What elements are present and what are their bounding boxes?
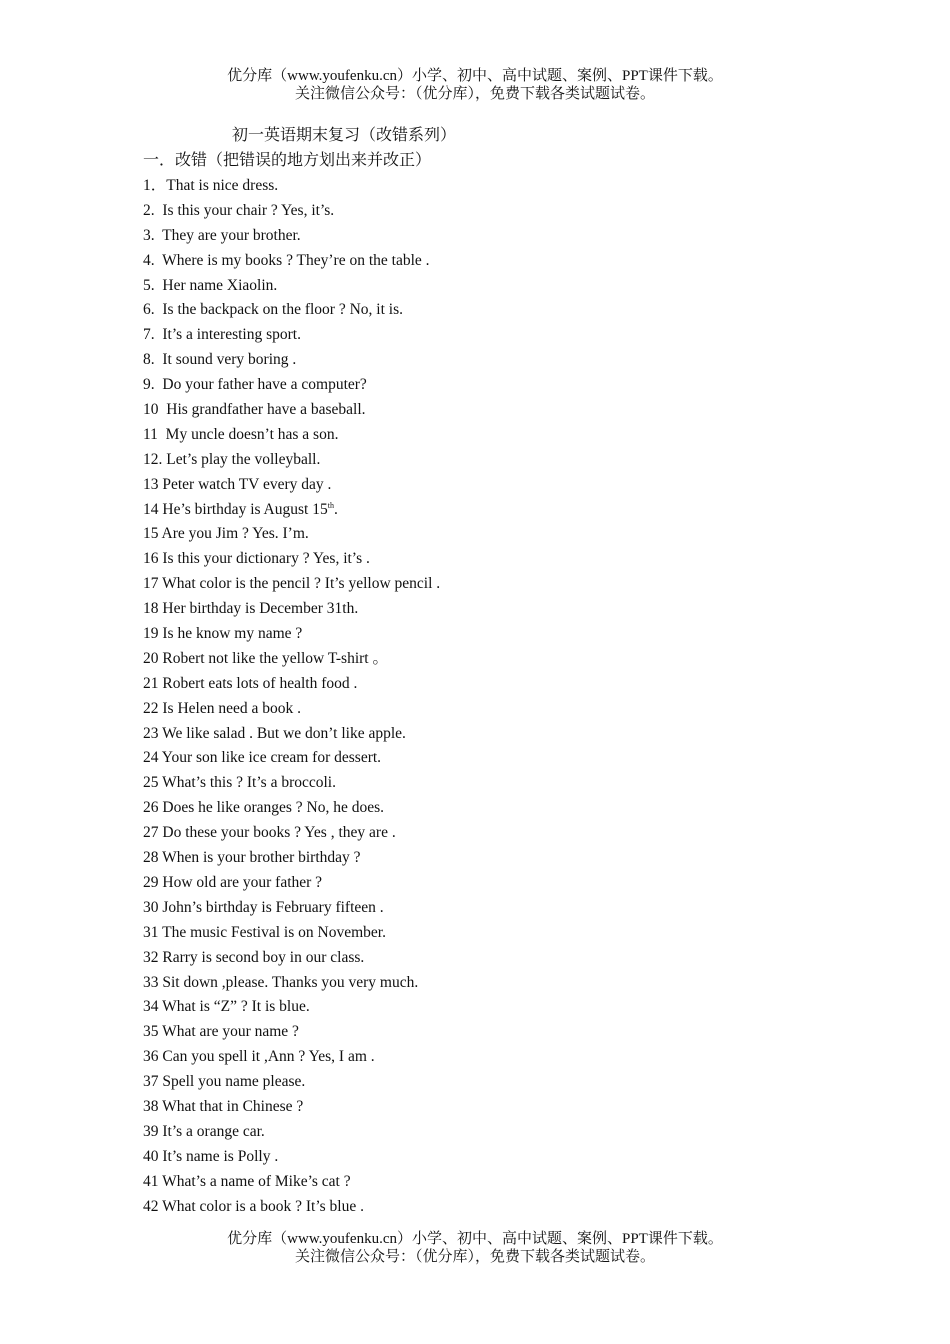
exercise-item: 35 What are your name ?	[143, 1023, 299, 1041]
page-footer	[0, 1230, 950, 1266]
exercise-item: 1．That is nice dress.	[143, 177, 279, 194]
exercise-item: 31 The music Festival is on November.	[143, 923, 386, 941]
exercise-item: 5. Her name Xiaolin.	[143, 276, 278, 294]
exercise-item: 23 We like salad . But we don’t like apple.	[143, 724, 406, 742]
header-line-1: 优分库（www.youfenku.cn）小学、初中、高中试题、案例、PPT课件下载。	[227, 68, 723, 84]
footer-line-1: 优分库（www.youfenku.cn）小学、初中、高中试题、案例、PPT课件下载。	[227, 1231, 723, 1247]
exercise-item: 25 What’s this ? It’s a broccoli.	[143, 774, 336, 792]
exercise-item: 22 Is Helen need a book .	[143, 699, 301, 717]
exercise-item: 24 Your son like ice cream for dessert.	[143, 749, 382, 767]
exercise-item: 2. Is this your chair ? Yes, it’s.	[143, 201, 335, 219]
exercise-item: 38 What that in Chinese ?	[143, 1097, 304, 1115]
exercise-item: 7. It’s a interesting sport.	[143, 326, 301, 344]
footer-line-2: 关注微信公众号：（优分库），免费下载各类试题试卷。	[294, 1249, 655, 1265]
ordinal-suffix: th	[327, 500, 334, 510]
exercise-item: 34 What is “Z” ? It is blue.	[143, 998, 310, 1016]
exercise-item: 19 Is he know my name ?	[143, 625, 303, 643]
exercise-item: 39 It’s a orange car.	[143, 1122, 265, 1140]
exercise-item: 26 Does he like oranges ? No, he does.	[143, 799, 385, 817]
exercise-list	[143, 176, 440, 1221]
exercise-item: 12. Let’s play the volleyball.	[143, 450, 321, 468]
exercise-item-end: .	[333, 500, 338, 518]
exercise-item: 42 What color is a book ? It’s blue .	[143, 1197, 364, 1215]
exercise-item: 20 Robert not like the yellow T-shirt 。	[143, 649, 388, 667]
exercise-item: 28 When is your brother birthday ?	[143, 849, 361, 867]
exercise-item: 21 Robert eats lots of health food .	[143, 674, 358, 692]
exercise-item: 33 Sit down ,please. Thanks you very much.	[143, 973, 419, 991]
exercise-item	[143, 500, 440, 525]
exercise-item: 16 Is this your dictionary ? Yes, it’s .	[143, 550, 370, 568]
exercise-item: 10 His grandfather have a baseball.	[143, 401, 366, 419]
exercise-item: 27 Do these your books ? Yes , they are .	[143, 824, 396, 842]
exercise-item: 4. Where is my books ? They’re on the table .	[143, 251, 430, 269]
exercise-item: 32 Rarry is second boy in our class.	[143, 948, 365, 966]
page-header	[0, 67, 950, 103]
exercise-item: 36 Can you spell it ,Ann ? Yes, I am .	[143, 1048, 375, 1066]
exercise-item: 40 It’s name is Polly .	[143, 1147, 279, 1165]
exercise-item: 30 John’s birthday is February fifteen .	[143, 898, 384, 916]
exercise-item-text: 14 He’s birthday is August 15	[143, 500, 328, 518]
exercise-item: 17 What color is the pencil ? It’s yellow pencil .	[143, 575, 441, 593]
exercise-item: 8. It sound very boring .	[143, 351, 297, 369]
exercise-item: 15 Are you Jim ? Yes. I’m.	[143, 525, 309, 543]
exercise-item: 3. They are your brother.	[143, 226, 301, 244]
exercise-item: 6. Is the backpack on the floor ? No, it is.	[143, 301, 403, 319]
exercise-item: 18 Her birthday is December 31th.	[143, 600, 359, 618]
exercise-item: 11 My uncle doesn’t has a son.	[143, 425, 339, 443]
exercise-item: 41 What’s a name of Mike’s cat ?	[143, 1172, 351, 1190]
exercise-item: 13 Peter watch TV every day .	[143, 475, 332, 493]
section-heading: 一．改错（把错误的地方划出来并改正）	[143, 152, 432, 169]
exercise-item: 37 Spell you name please.	[143, 1073, 306, 1091]
exercise-item: 29 How old are your father ?	[143, 873, 323, 891]
header-line-2: 关注微信公众号：（优分库），免费下载各类试题试卷。	[294, 86, 655, 102]
document-title: 初一英语期末复习（改错系列）	[232, 127, 457, 144]
exercise-item: 9. Do your father have a computer?	[143, 376, 367, 394]
